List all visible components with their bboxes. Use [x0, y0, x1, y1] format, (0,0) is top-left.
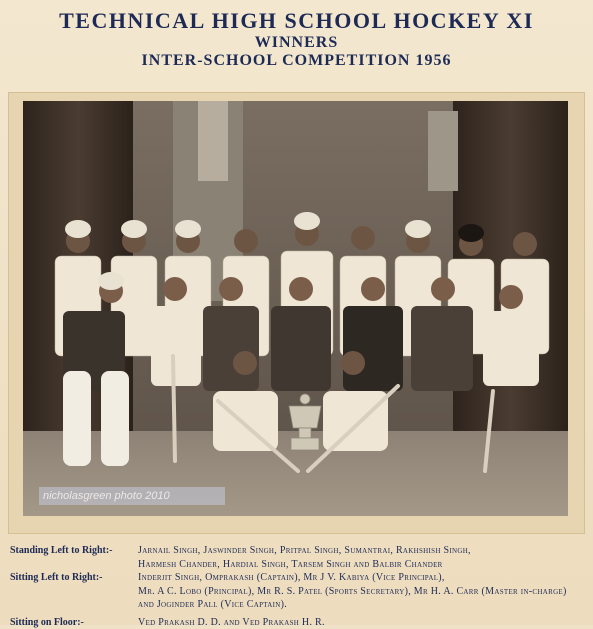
credits-label: Sitting on Floor:- — [10, 616, 138, 629]
caption-block — [10, 544, 585, 629]
credits-line: and Joginder Pall (Vice Captain). — [138, 598, 585, 612]
credits-line: Harmesh Chander, Hardial Singh, Tarsem Singh and Balbir Chander — [138, 558, 585, 572]
credits-label: Standing Left to Right:- — [10, 544, 138, 571]
credits-line: Jarnail Singh, Jaswinder Singh, Pritpal Singh, Sumantrai, Rakhshish Singh, — [138, 544, 585, 558]
credits-sitting — [10, 571, 585, 612]
team-photo-illustration — [23, 101, 568, 516]
photo-frame — [8, 92, 585, 534]
credits-standing — [10, 544, 585, 571]
credits-floor — [10, 616, 585, 629]
credits-names — [138, 571, 585, 612]
credits-label: Sitting Left to Right:- — [10, 571, 138, 612]
credits-line: Mr. A C. Lobo (Principal), Mr R. S. Patel (Sports Secretary), Mr H. A. Carr (Master in-charge) — [138, 585, 585, 599]
credits-line: Ved Prakash D. D. and Ved Prakash H. R. — [138, 616, 585, 629]
subtitle-winners: WINNERS — [0, 34, 593, 52]
credits-names — [138, 616, 585, 629]
credits-line: Inderjit Singh, Omprakash (Captain), Mr J V. Kabiya (Vice Principal), — [138, 571, 585, 585]
page-title: TECHNICAL HIGH SCHOOL HOCKEY XI — [0, 8, 593, 34]
subtitle-competition: INTER-SCHOOL COMPETITION 1956 — [0, 52, 593, 70]
team-photograph — [23, 101, 568, 516]
credits-names — [138, 544, 585, 571]
photo-watermark-text: nicholasgreen photo 2010 — [39, 487, 225, 505]
